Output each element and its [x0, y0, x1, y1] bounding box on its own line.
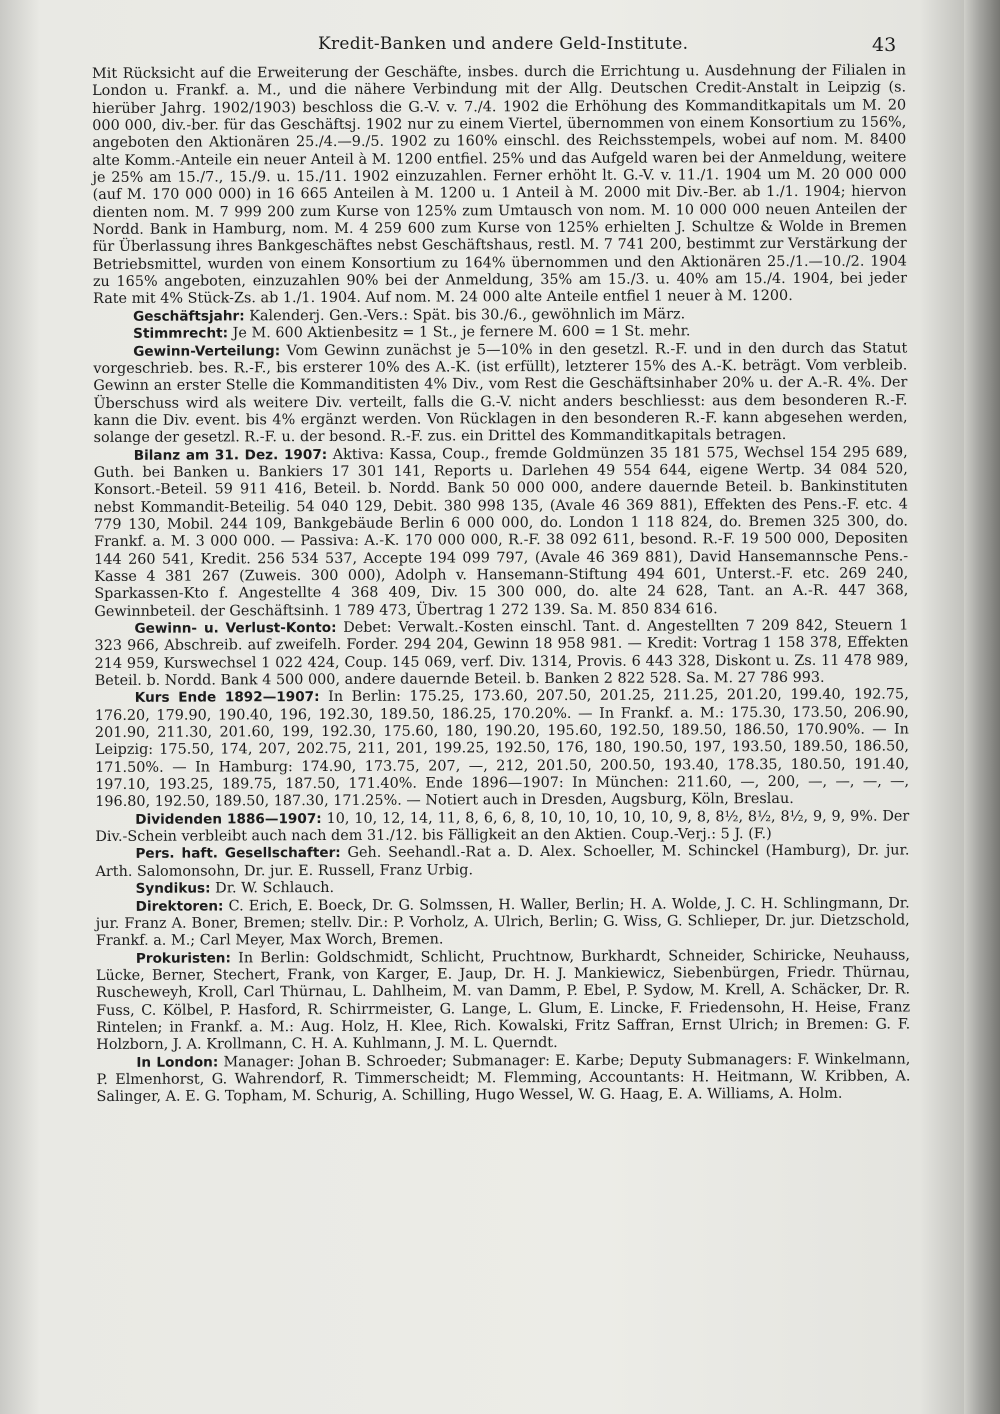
paragraph-text: Aktiva: Kassa, Coup., fremde Goldmünzen 35 181 575, Wechsel 154 295 689, Guth. bei Banken u. Bankiers 17 301 141, Reports u. Darlehen 49 554 644, eigene Wertp. 34 084 520, Konsort.-Beteil. 59 911 416, Beteil. b. Nordd. Bank 50 000 000, andere dauernde Beteil. b. Bankinstituten nebst Kommandit-Beteilig. 54 040 129, Debit. 380 998 135, (Avale 46 369 881), Effekten des Pens.-F. etc. 4 779 130, Mobil. 244 109, Bankgebäude Berlin 6 000 000, do. London 1 118 824, do. Bremen 325 300, do. Frankf. a. M. 3 000 000. — Passiva: A.-K. 170 000 000, R.-F. 38 092 611, besond. R.-F. 19 500 000, Depositen 144 260 541, Kredit. 256 534 537, Accepte 194 099 797, (Avale 46 369 881), David Hansemannsche Pens.-Kasse 4 381 267 (Zuweis. 300 000), Adolph v. Hansemann-Stiftung 494 601, Unterst.-F. etc. 269 240, Sparkassen-Kto f. Angestellte 4 368 409, Div. 15 300 000, do. alte 24 628, Tant. an A.-R. 447 368, Gewinnbeteil. der Geschäftsinh. 1 789 473, Übertrag 1 272 139. Sa. M. 850 834 616.	[93, 444, 909, 620]
paragraph-london-branch	[96, 1051, 910, 1107]
running-head: Kredit-Banken und andere Geld-Institute.	[318, 34, 689, 54]
section-label: Stimmrecht:	[133, 325, 229, 342]
section-label: Pers. haft. Gesellschafter:	[135, 845, 341, 863]
section-label: Syndikus:	[135, 880, 211, 897]
paragraph-capital-increase	[92, 62, 907, 308]
paragraph-profit-loss	[94, 617, 908, 690]
paragraph-text: Mit Rücksicht auf die Erweiterung der Geschäfte, insbes. durch die Errichtung u. Ausdehnung der Filialen in London u. Frankf. a. M., und die nähere Verbindung mit der Allg. Deutschen Credit-Anstalt in Leipzig (s. hierüber Jahrg. 1902/1903) beschloss die G.-V. v. 7./4. 1902 die Erhöhung des Kommanditkapitals um M. 20 000 000, div.-ber. für das Geschäftsj. 1902 nur zu einem Viertel, übernommen von einem Konsortium zu 156%, angeboten den Aktionären 25./4.—9./5. 1902 zu 160% einschl. des Reichsstempels, wobei auf nom. M. 8400 alte Komm.-Anteile ein neuer Anteil à M. 1200 entfiel. 25% und das Aufgeld waren bei der Anmeldung, weitere je 25% am 15./7., 15./9. u. 15./11. 1902 einzuzahlen. Ferner erhöht lt. G.-V. v. 11./1. 1904 um M. 20 000 000 (auf M. 170 000 000) in 16 665 Anteilen à M. 1200 u. 1 Anteil à M. 2000 mit Div.-Ber. ab 1./1. 1904; hiervon dienten nom. M. 7 999 200 zum Kurse von 125% zum Umtausch von nom. M. 10 000 000 neuen Anteilen der Nordd. Bank in Hamburg, nom. M. 4 259 600 zum Kurse von 125% erhielten J. Schultze & Wolde in Bremen für Überlassung ihres Bankgeschäftes nebst Geschäftshaus, restl. M. 7 741 200, bestimmt zur Verstärkung der Betriebsmittel, wurden von einem Konsortium zu 164% übernommen und den Aktionären 25./1.—10./2. 1904 zu 165% angeboten, einzuzahlen 90% bei der Anmeldung, 35% am 15./3. u. 40% am 15./4. 1904, bei jeder Rate mit 4% Stück-Zs. ab 1./1. 1904. Auf nom. M. 24 000 alte Anteile entfiel 1 neuer à M. 1200.	[92, 62, 907, 308]
paragraph-text: Manager: Johan B. Schroeder; Submanager: E. Karbe; Deputy Submanagers: F. Winkelmann, P. Elmenhorst, G. Wahrendorf, R. Timmerscheidt; M. Flemming, Accountants: H. Heitmann, W. Kribben, A. Salinger, A. E. G. Topham, M. Schurig, A. Schilling, Hugo Wessel, W. G. Haag, E. A. Williams, A. Holm.	[96, 1051, 911, 1106]
paragraph-text: In Berlin: 175.25, 173.60, 207.50, 201.25, 211.25, 201.20, 199.40, 192.75, 176.20, 179.90, 190.40, 196, 192.30, 189.50, 186.25, 170.20%. — In Frankf. a. M.: 175.30, 173.50, 206.90, 201.90, 211.30, 201.60, 199, 192.30, 175.60, 180, 190.20, 195.60, 192.50, 189.50, 186.50, 170.90%. — In Leipzig: 175.50, 174, 207, 202.75, 211, 201, 199.25, 192.50, 176, 180, 190.50, 197, 193.50, 189.50, 186.50, 171.50%. — In Hamburg: 174.90, 173.75, 207, —, 212, 201.50, 200.50, 193.40, 178.35, 180.50, 191.40, 197.10, 193.25, 189.75, 187.50, 171.40%. Ende 1896—1907: In München: 211.60, —, 200, —, —, —, —, 196.80, 192.50, 189.50, 187.30, 171.25%. — Notiert auch in Dresden, Augsburg, Köln, Breslau.	[94, 686, 910, 811]
paragraph-text: Dr. W. Schlauch.	[215, 880, 335, 897]
paragraph-text: Geh. Seehandl.-Rat a. D. Alex. Schoeller, M. Schinckel (Hamburg), Dr. jur. Arth. Salomonsohn, Dr. jur. E. Russell, Franz Urbig.	[95, 842, 910, 880]
section-label: Geschäftsjahr:	[133, 308, 245, 325]
paragraph-share-prices	[95, 687, 910, 812]
book-spine-shadow	[964, 0, 1000, 1414]
section-label: Gewinn-Verteilung:	[133, 342, 281, 360]
section-label: Direktoren:	[135, 897, 224, 915]
paragraph-directors	[96, 895, 910, 951]
section-label: Bilanz am 31. Dez. 1907:	[133, 446, 328, 464]
paragraph-text: Debet: Verwalt.-Kosten einschl. Tant. d. Angestellten 7 209 842, Steuern 1 323 966, Abschreib. auf zweifelh. Forder. 294 204, Gewinn 18 958 981. — Kredit: Vortrag 1 158 378, Effekten 214 959, Kurswechsel 1 022 424, Coup. 145 069, verf. Div. 1314, Provis. 6 443 328, Diskont u. Zs. 11 478 989, Beteil. b. Nordd. Bank 4 500 000, andere dauernde Beteil. b. Banken 2 822 528. Sa. M. 27 786 993.	[94, 617, 909, 690]
paragraph-text: In Berlin: Goldschmidt, Schlicht, Pruchtnow, Burkhardt, Schneider, Schiricke, Neuhauss, Lücke, Berner, Stechert, Frank, von Karger, E. Jaup, Dr. H. J. Mankiewicz, Siebenbürgen, Friedr. Thürnau, Ruscheweyh, Kroll, Carl Thürnau, L. Dahlheim, M. van Damm, P. Ebel, P. Sydow, M. Krell, A. Schäcker, Dr. R. Fuss, C. Kölbel, P. Hasford, R. Schirrmeister, G. Lange, L. Glum, E. Lincke, F. Friedensohn, H. Heise, Franz Rintelen; in Frankf. a. M.: Aug. Holz, H. Klee, Rich. Kowalski, Fritz Saffran, Ernst Ulrich; in Bremen: G. F. Holzborn, J. A. Krollmann, C. H. A. Kuhlmann, J. M. L. Querndt.	[95, 946, 911, 1054]
paragraph-authorized-officers	[96, 947, 910, 1055]
section-label: Kurs Ende 1892—1907:	[134, 689, 320, 707]
paragraph-text: Je M. 600 Aktienbesitz = 1 St., je fernere M. 600 = 1 St. mehr.	[232, 323, 691, 342]
paragraph-partners	[95, 843, 909, 881]
paragraph-dividends	[95, 808, 909, 846]
section-label: Dividenden 1886—1907:	[135, 810, 322, 828]
paragraph-text: C. Erich, E. Boeck, Dr. G. Solmssen, H. Waller, Berlin; H. A. Wolde, J. C. H. Schlingmann, Dr. jur. Franz A. Boner, Bremen; stellv. Dir.: P. Vorholz, A. Ulrich, Berlin; G. Wiss, G. Schlieper, Dr. jur. Dietzschold, Frankf. a. M.; Carl Meyer, Max Worch, Bremen.	[95, 894, 910, 950]
paragraph-profit-distribution	[93, 340, 907, 448]
section-label: Gewinn- u. Verlust-Konto:	[134, 619, 337, 637]
page-body	[92, 62, 911, 1106]
section-label: Prokuristen:	[135, 949, 231, 967]
page-number: 43	[872, 34, 897, 56]
paragraph-text: Vom Gewinn zunächst je 5—10% in den gesetzl. R.-F. und in den durch das Statut vorgeschrieb. bes. R.-F., bis ersterer 10% des A.-K. (ist erfüllt), letzterer 15% des A.-K. beträgt. Vom verbleib. Gewinn an erster Stelle die Kommanditisten 4% Div., vom Rest die Geschäftsinhaber 20% u. der A.-R. 4%. Der Überschuss wird als weitere Div. verteilt, falls die G.-V. nicht anders beschliesst: aus dem besonderen R.-F. kann die Div. event. bis 4% ergänzt werden. Von Rücklagen in den besonderen R.-F. kann abgesehen werden, solange der gesetzl. R.-F. u. der besond. R.-F. zus. ein Drittel des Kommanditkapitals betragen.	[93, 339, 908, 447]
section-label: In London:	[136, 1054, 219, 1071]
paragraph-text: 10, 10, 12, 14, 11, 8, 6, 6, 8, 10, 10, 10, 10, 10, 9, 8, 8½, 8½, 8½, 9, 9, 9%. Der Div.-Schein verbleibt auch nach dem 31./12. bis Fälligkeit an den Aktien. Coup.-Verj.: 5 J. (F.)	[95, 808, 910, 846]
paragraph-text: Kalenderj. Gen.-Vers.: Spät. bis 30./6., gewöhnlich im März.	[249, 306, 686, 325]
paragraph-balance-sheet	[94, 444, 909, 621]
